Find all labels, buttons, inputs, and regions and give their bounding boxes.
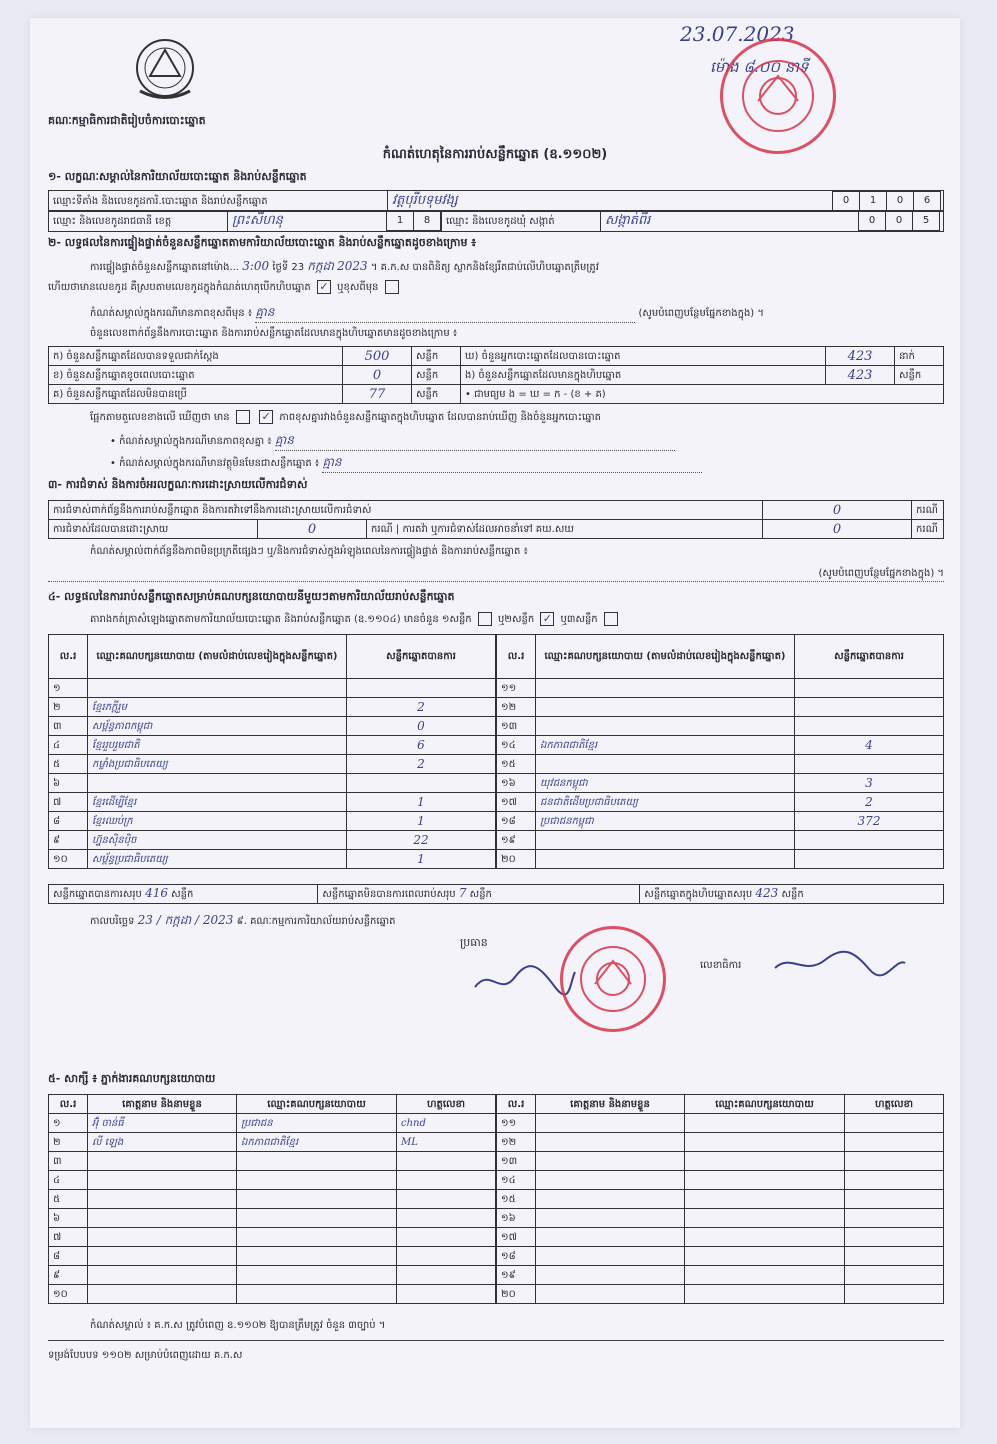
col-party: ឈ្មោះគណបក្សនយោបាយ [685, 1095, 845, 1114]
section5-title: ៥- សាក្សី ៖ ភ្នាក់ងារគណបក្សនយោបាយ [48, 1072, 216, 1085]
table-row [497, 679, 944, 698]
one-sheet-checkbox[interactable] [478, 612, 492, 626]
section3-title: ៣- ការជំទាស់ និងការចំអរលក្ខណៈការដោះស្រាយលើការជំទាស់ [48, 478, 308, 491]
section1-table [48, 190, 944, 212]
objection-table [48, 500, 944, 539]
objection-value: 0 [763, 501, 912, 520]
row-no: ១៥ [497, 755, 536, 774]
appeal-label: ការតវ៉ា ឬការជំទាស់ដែលអាចនាំទៅ គឃ.សឃ [402, 523, 574, 535]
row-no: ៧ [49, 1228, 88, 1247]
party-votes: 2 [347, 755, 496, 774]
code-digit: 8 [413, 211, 441, 231]
row-no: ៤ [49, 1171, 88, 1190]
row-no: ៩ [49, 831, 88, 850]
row-no: ៨ [49, 812, 88, 831]
intro-rest: ។ គ.ក.ស បានពិនិត្យ ស្លាកនិងខ្សែរឹតជាប់លើហិបឆ្នោតត្រឹមត្រូវ [370, 262, 599, 273]
table-row [497, 736, 944, 755]
count-label: ក) ចំនួនសន្លឹកឆ្នោតដែលបានទទួលជាក់ស្តែង [49, 347, 343, 366]
section3-fill-note: (សូមបំពេញបន្ថែមផ្នែកខាងក្នុង) ។ [48, 566, 944, 582]
witness-sign: ML [397, 1133, 496, 1152]
count-value: 423 [826, 366, 895, 385]
col-name: គោត្តនាម និងនាមខ្លួន [88, 1095, 237, 1114]
count-unit: នាក់ [895, 347, 944, 366]
party-name [536, 831, 795, 850]
difference-yes-checkbox[interactable] [236, 410, 250, 424]
row-no: ៧ [49, 793, 88, 812]
commune-label: ឈ្មោះ និងលេខកូដឃុំ សង្កាត់ [442, 211, 601, 232]
bullet2-line [110, 454, 950, 473]
party-name [88, 774, 347, 793]
col-name: គោត្តនាម និងនាមខ្លួន [536, 1095, 685, 1114]
match-label: ឬខុសពីមុន [337, 282, 379, 293]
table-row [49, 1247, 496, 1266]
party-votes: 3 [795, 774, 944, 793]
row-no: ៤ [49, 736, 88, 755]
col-votes: សន្លឹកឆ្នោតបានការ [347, 635, 496, 679]
formula: • ជាមធ្យម ង = ឃ = ក - (ខ + គ) [461, 385, 944, 404]
row-no: ១ [49, 679, 88, 698]
table-row [49, 831, 496, 850]
row-no: ២ [49, 1133, 88, 1152]
count-value: 423 [826, 347, 895, 366]
table-row [497, 1114, 944, 1133]
appeal-unit: ករណី [912, 520, 944, 539]
row-no: ១១ [497, 679, 536, 698]
resolved-unit: ករណី [371, 523, 393, 535]
witness-table-left [48, 1094, 496, 1304]
witness-party: ឯកភាពជាតិខ្មែរ [237, 1133, 397, 1152]
row-no: ១៩ [497, 1266, 536, 1285]
section1-title: ១- លក្ខណៈសម្គាល់នៃការិយាល័យបោះឆ្នោត និងរាប់សន្លឹកឆ្នោត [48, 170, 307, 183]
unit: សន្លឹក [781, 889, 804, 900]
objection-label: ការជំទាស់ពាក់ព័ន្ធនឹងការរាប់សន្លឹកឆ្នោត និងការតវ៉ាទៅនឹងការដោះស្រាយលើការជំទាស់ [49, 501, 763, 520]
party-name: ខ្មែរឈប់ក្រ [88, 812, 347, 831]
row-no: ១៣ [497, 1152, 536, 1171]
witness-name: លី ឡេង [88, 1133, 237, 1152]
count-value: 0 [343, 366, 412, 385]
party-votes [795, 679, 944, 698]
row-no: ១៤ [497, 736, 536, 755]
official-stamp-bottom [560, 926, 666, 1032]
row-no: ១៤ [497, 1171, 536, 1190]
table-row [497, 812, 944, 831]
table-row [497, 793, 944, 812]
party-votes: 6 [347, 736, 496, 755]
count-row [49, 366, 944, 385]
resolved-group: ករណី | ការតវ៉ា ឬការជំទាស់ដែលអាចនាំទៅ គឃ.សឃ [367, 520, 763, 539]
table-row [49, 736, 496, 755]
witness-sign: chnd [397, 1114, 496, 1133]
section2-title: ២- លទ្ធផលនៃការផ្ទៀងផ្ទាត់ចំនួនសន្លឹកឆ្នោតតាមការិយាល័យបោះឆ្នោត និងរាប់សន្លឹកឆ្នោតដូចខាងក្រោម ៖ [48, 236, 477, 249]
table-row [49, 850, 496, 869]
party-votes [795, 831, 944, 850]
bullet2-label: • កំណត់សម្គាល់ក្នុងករណីមានវត្ថុមិនមែនជាសន្លឹកឆ្នោត ៖ [110, 458, 320, 469]
footer-divider [48, 1340, 944, 1341]
row-no: ១៦ [497, 1209, 536, 1228]
form-title: កំណត់ហេតុនៃការរាប់សន្លឹកឆ្នោត (ឧ.១១០២) [382, 147, 608, 162]
table-row [497, 850, 944, 869]
count-unit: សន្លឹក [412, 347, 461, 366]
table-row [497, 1190, 944, 1209]
location-code [833, 191, 944, 212]
row-no: ៦ [49, 1209, 88, 1228]
col-party: ឈ្មោះគណបក្សនយោបាយ [237, 1095, 397, 1114]
section2-note [90, 304, 950, 323]
table-row [497, 774, 944, 793]
witness-table-right [496, 1094, 944, 1304]
code-digit: 0 [832, 191, 860, 211]
table-row [49, 774, 496, 793]
total-invalid-value: 7 [458, 886, 467, 900]
table-row [49, 1190, 496, 1209]
total-box-cell [640, 885, 944, 904]
table-row [497, 717, 944, 736]
row-no: ២ [49, 698, 88, 717]
total-valid-value: 416 [145, 886, 168, 900]
objection-unit: ករណី [912, 501, 944, 520]
difference-no-checkbox[interactable]: ✓ [259, 410, 273, 424]
count-row [49, 347, 944, 366]
intro-day: ថ្ងៃទី 23 [272, 262, 305, 273]
date-line [90, 912, 395, 930]
totals-table [48, 884, 944, 904]
party-name: ប្រជាជនកម្ពុជា [536, 812, 795, 831]
code-digit: 6 [913, 191, 941, 211]
intro-text: ការផ្ទៀងផ្ទាត់ចំនួនសន្លឹកឆ្នោតនៅម៉ោង... [90, 262, 239, 273]
party-name [536, 717, 795, 736]
party-votes [795, 717, 944, 736]
party-name: ឯកភាពជាតិខ្មែរ [536, 736, 795, 755]
count-label: គ) ចំនួនសន្លឹកឆ្នោតដែលមិនបានប្រើ [49, 385, 343, 404]
total-valid-label: សន្លឹកឆ្នោតបានការសរុប [53, 889, 142, 900]
row-no: ១២ [497, 698, 536, 717]
table-row [497, 1133, 944, 1152]
party-votes [795, 698, 944, 717]
row-no: ៩ [49, 1266, 88, 1285]
unit: សន្លឹក [469, 889, 492, 900]
count-value: 500 [343, 347, 412, 366]
count-row [49, 385, 944, 404]
resolved-value: 0 [258, 520, 367, 539]
table-row [49, 1114, 496, 1133]
row-no: ១៧ [497, 793, 536, 812]
party-name [536, 698, 795, 717]
row-no: ៥ [49, 755, 88, 774]
total-box-value: 423 [755, 886, 779, 900]
row-no: ២០ [497, 1285, 536, 1304]
line2-text: ហើយថាមានលេខកូដ គឺស្របតាមលេខកូដក្នុងកំណត់ហេតុបើកហិបឆ្នោត [48, 282, 311, 293]
table-row [49, 755, 496, 774]
date-label: កាលបរិច្ឆេទ [90, 916, 135, 927]
total-valid-cell [49, 885, 318, 904]
party-name: សម្ព័ន្ធភាពកម្ពុជា [88, 717, 347, 736]
results-table-right [496, 634, 944, 869]
row-no: ៣ [49, 1152, 88, 1171]
party-votes: 372 [795, 812, 944, 831]
row-no: ១៩ [497, 831, 536, 850]
party-name [88, 679, 347, 698]
count-label: ខ) ចំនួនសន្លឹកឆ្នោតខូចពេលបោះឆ្នោត [49, 366, 343, 385]
section1-table-row2 [48, 210, 944, 232]
table-row [497, 1228, 944, 1247]
two-sheet-checkbox[interactable]: ✓ [540, 612, 554, 626]
table-row [49, 1133, 496, 1152]
check-tail: ភាពខុសគ្នារវាងចំនួនសន្លឹកឆ្នោតក្នុងហិបឆ្នោត ដែលបានរាប់ឃើញ និងចំនួនអ្នកបោះឆ្នោត [279, 412, 602, 423]
party-name: ហ្វ៊ុនស៊ិនប៉ិច [88, 831, 347, 850]
table-row [49, 1228, 496, 1247]
total-box-label: សន្លឹកឆ្នោតក្នុងហិបឆ្នោតសរុប [644, 889, 753, 900]
party-votes: 1 [347, 793, 496, 812]
party-name: ជនជាតិដើមប្រជាធិបតេយ្យ [536, 793, 795, 812]
bullet1-label: • កំណត់សម្គាល់ក្នុងករណីមានភាពខុសគ្នា ៖ [110, 436, 272, 447]
row-no: ២០ [497, 850, 536, 869]
fill-note: (សូមបំពេញបន្ថែមផ្នែកខាងក្នុង) ។ [638, 308, 764, 319]
party-votes: 1 [347, 812, 496, 831]
table-row [49, 1209, 496, 1228]
row-no: ៣ [49, 717, 88, 736]
total-invalid-cell [318, 885, 640, 904]
code-digit: 0 [886, 191, 914, 211]
row-no: ១៧ [497, 1228, 536, 1247]
col-sign: ហត្ថលេខា [397, 1095, 496, 1114]
code-digit: 5 [912, 211, 940, 231]
row-no: ៥ [49, 1190, 88, 1209]
section2-intro [90, 258, 950, 276]
code-digit: 0 [885, 211, 913, 231]
count-table [48, 346, 944, 404]
party-votes: 2 [347, 698, 496, 717]
party-votes [795, 755, 944, 774]
two-sheet-label: ឬ២សន្លឹក [498, 614, 535, 625]
nec-emblem [130, 36, 200, 106]
three-sheet-label: ឬ៣សន្លឹក [560, 614, 598, 625]
col-no: ល.រ [497, 1095, 536, 1114]
province-code [387, 211, 442, 232]
official-stamp-top [720, 38, 836, 154]
row-no: ៦ [49, 774, 88, 793]
col-no: ល.រ [49, 635, 88, 679]
secretary-signature [770, 948, 910, 982]
row-no: ១៣ [497, 717, 536, 736]
list-intro: ចំនួនលេខពាក់ព័ន្ធនឹងការបោះឆ្នោត និងការរាប់សន្លឹកឆ្នោតដែលមានក្នុងហិបឆ្នោតមានដូចខាងក្រោម ៖ [90, 328, 458, 339]
province-value: ព្រះសីហនុ [228, 211, 387, 232]
section3-note: កំណត់សម្គាល់ពាក់ព័ន្ធនឹងភាពមិនប្រក្រតីផ្សេងៗ ឬ/និងការជំទាស់ក្នុងអំឡុងពេលនៃការផ្ទៀងផ្ទាត់ និងការរាប់សន្លឹកឆ្នោត ៖ [90, 546, 528, 557]
section4-intro [90, 612, 950, 627]
party-name: ខ្មែររួបរួមជាតិ [88, 736, 347, 755]
row-no: ១ [49, 1114, 88, 1133]
mismatch-checkbox[interactable] [385, 280, 399, 294]
row-no: ១១ [497, 1114, 536, 1133]
location-value: វត្តបុរីបទុមវង្ស [388, 191, 833, 212]
table-row [49, 679, 496, 698]
party-name [536, 850, 795, 869]
col-no: ល.រ [497, 635, 536, 679]
form-page [30, 18, 960, 1428]
party-votes: 2 [795, 793, 944, 812]
col-sign: ហត្ថលេខា [845, 1095, 944, 1114]
table-row [49, 1266, 496, 1285]
party-name: សម្ព័ន្ធប្រជាធិបតេយ្យ [88, 850, 347, 869]
count-unit: សន្លឹក [412, 385, 461, 404]
intro-year: 2023 [337, 259, 368, 273]
party-votes: 22 [347, 831, 496, 850]
date-value: 23 / កក្កដា / 2023 [137, 913, 234, 927]
table-row [49, 812, 496, 831]
location-label: ឈ្មោះទីតាំង និងលេខកូដការិ.បោះឆ្នោត និងរាប់សន្លឹកឆ្នោត [49, 191, 388, 212]
table-row [49, 793, 496, 812]
party-votes [347, 679, 496, 698]
three-sheet-checkbox[interactable] [604, 612, 618, 626]
count-value: 77 [343, 385, 412, 404]
table-row [497, 755, 944, 774]
code-digit: 1 [386, 211, 414, 231]
table-row [49, 1152, 496, 1171]
bullet2-value: គ្មាន [322, 454, 702, 473]
committee-label: ៩. គណៈកម្មការការិយាល័យរាប់សន្លឹកឆ្នោត [236, 916, 396, 927]
section4-title: ៤- លទ្ធផលនៃការរាប់សន្លឹកឆ្នោតសម្រាប់គណបក្សនយោបាយនីមួយៗតាមការិយាល័យរាប់សន្លឹកឆ្នោត [48, 590, 455, 603]
row-no: ១០ [49, 850, 88, 869]
col-no: ល.រ [49, 1095, 88, 1114]
table-row [497, 831, 944, 850]
col-votes: សន្លឹកឆ្នោតបានការ [795, 635, 944, 679]
table-row [49, 1171, 496, 1190]
province-label: ឈ្មោះ និងលេខកូដរាជធានី ខេត្ត [49, 211, 228, 232]
table-row [497, 1285, 944, 1304]
bullet1-value: គ្មាន [275, 432, 675, 451]
unit: សន្លឹក [171, 889, 194, 900]
intro-time: 3:00 [242, 259, 270, 273]
party-name: ខ្មែរដើម្បីខ្មែរ [88, 793, 347, 812]
resolved-label: ការជំទាស់ដែលបានដោះស្រាយ [49, 520, 258, 539]
row-no: ១២ [497, 1133, 536, 1152]
commune-code [859, 211, 944, 232]
section5-footnote: កំណត់សម្គាល់ ៖ គ.ក.ស ត្រូវបំពេញ ឧ.១១០២ ឱ្យបានត្រឹមត្រូវ ចំនួន ៣ច្បាប់ ។ [90, 1320, 386, 1331]
secretary-label: លេខាធិការ [700, 960, 742, 971]
table-row [49, 1285, 496, 1304]
note-value: គ្មាន [255, 304, 635, 323]
commune-value: សង្កាត់ពីរ [601, 211, 859, 232]
intro-text: តារាងកត់ត្រាសំឡេងឆ្នោតតាមការិយាល័យបោះឆ្នោត និងរាប់សន្លឹកឆ្នោត (ឧ.១១០៤) មានចំនួន ១សន្លឹក [90, 614, 472, 625]
footer-text: ទម្រង់បែបបទ ១១០២ សម្រាប់បំពេញដោយ គ.ក.ស [48, 1350, 243, 1361]
table-row [49, 717, 496, 736]
match-checkbox[interactable]: ✓ [317, 280, 331, 294]
row-no: ១៨ [497, 1247, 536, 1266]
party-name [536, 679, 795, 698]
check-line-text: ផ្អែកតាមតួលេខខាងលើ ឃើញថា មាន [90, 412, 230, 423]
appeal-value: 0 [763, 520, 912, 539]
col-party: ឈ្មោះគណបក្សនយោបាយ (តាមលំដាប់លេខរៀងក្នុងសន្លឹកឆ្នោត) [88, 635, 347, 679]
count-unit: សន្លឹក [895, 366, 944, 385]
handwritten-date: 23.07.2023 [680, 22, 795, 46]
total-invalid-label: សន្លឹកឆ្នោតមិនបានការពេលរាប់សរុប [322, 889, 456, 900]
party-votes: 4 [795, 736, 944, 755]
table-row [497, 1247, 944, 1266]
col-party: ឈ្មោះគណបក្សនយោបាយ (តាមលំដាប់លេខរៀងក្នុងសន្លឹកឆ្នោត) [536, 635, 795, 679]
row-no: ១០ [49, 1285, 88, 1304]
org-name: គណៈកម្មាធិការជាតិរៀបចំការបោះឆ្នោត [48, 114, 206, 127]
count-label: ង) ចំនួនសន្លឹកឆ្នោតដែលមានក្នុងហិបឆ្នោត [461, 366, 826, 385]
handwritten-time: ម៉ោង ៨.០០ នាទី [710, 58, 809, 76]
party-name: ខ្មែរភក្តីរួម [88, 698, 347, 717]
party-name: កម្លាំងប្រជាធិបតេយ្យ [88, 755, 347, 774]
party-votes: 0 [347, 717, 496, 736]
count-label: ឃ) ចំនួនអ្នកបោះឆ្នោតដែលបានបោះឆ្នោត [461, 347, 826, 366]
code-digit: 1 [859, 191, 887, 211]
witness-party: ប្រជាជន [237, 1114, 397, 1133]
row-no: ១៦ [497, 774, 536, 793]
row-no: ៨ [49, 1247, 88, 1266]
witness-name: អ៊ុំ ចាន់ធី [88, 1114, 237, 1133]
results-table-left [48, 634, 496, 869]
party-name [536, 755, 795, 774]
party-votes [347, 774, 496, 793]
row-no: ១៨ [497, 812, 536, 831]
bullet1-line [110, 432, 950, 451]
intro-month: កក្កដា [307, 259, 334, 273]
count-unit: សន្លឹក [412, 366, 461, 385]
party-votes [795, 850, 944, 869]
table-row [497, 1152, 944, 1171]
section2-line2 [48, 280, 938, 295]
table-row [497, 698, 944, 717]
code-digit: 0 [858, 211, 886, 231]
check-line [90, 410, 950, 425]
chair-label: ប្រធាន [460, 936, 488, 949]
party-votes: 1 [347, 850, 496, 869]
table-row [497, 1209, 944, 1228]
table-row [49, 698, 496, 717]
party-name: យុវជនកម្ពុជា [536, 774, 795, 793]
table-row [497, 1266, 944, 1285]
table-row [497, 1171, 944, 1190]
note-label: កំណត់សម្គាល់ក្នុងករណីមានភាពខុសពីមុន ៖ [90, 308, 253, 319]
row-no: ១៥ [497, 1190, 536, 1209]
